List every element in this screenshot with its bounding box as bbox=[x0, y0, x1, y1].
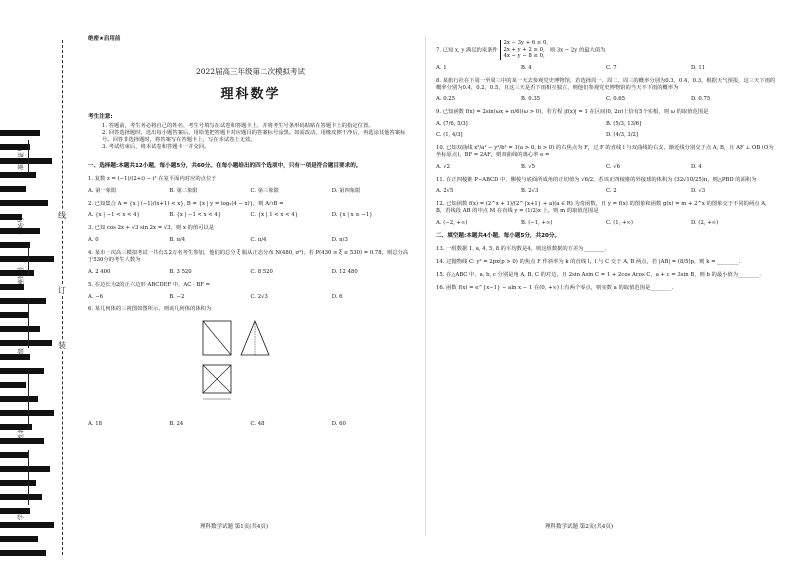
field-label: 考场号 bbox=[18, 216, 25, 235]
option: C. √6 bbox=[606, 163, 620, 170]
option: B. π/4 bbox=[169, 237, 186, 244]
field-blank bbox=[28, 370, 29, 430]
option: B. −2 bbox=[169, 293, 185, 300]
option: B. 3 520 bbox=[169, 268, 192, 275]
question-stem: 则 3x − 2y 的最大值为 bbox=[549, 47, 606, 54]
field-blank bbox=[28, 245, 29, 275]
question-stem: 1. 复数 z = (−1)/(2+i) − i² 在复平面内对应的点位于 bbox=[88, 175, 217, 182]
field-blank bbox=[28, 450, 29, 505]
option: D. √3 bbox=[691, 188, 706, 195]
option: C. {x | 1 < x < 4} bbox=[250, 212, 298, 219]
field-label: 姓名 bbox=[18, 427, 25, 440]
notice-item: 2. 回答选择题时，选出每小题答案后，用铅笔把答题卡对应题目的答案标号涂黑。如需改动，用橡皮擦干净后，再选涂其他答案标号。回答非选择题时，将答案写在答题卡上，写在本试卷上无效。 bbox=[102, 129, 406, 143]
fill-question: 14. 过抛物线 C: y² = 2px(p > 0) 的焦点 F 作斜率为 k 的直线 l，l 与 C 交于 A, B 两点，若 |AB| = (8/5)p，则 k = ________. bbox=[436, 259, 741, 266]
option: B. √5 bbox=[521, 163, 536, 170]
option: A. 18 bbox=[88, 421, 102, 428]
notice-title: 考生注意: bbox=[88, 113, 113, 120]
fill-question: 15. 在△ABC 中，a, b, c 分别是角 A, B, C 的对边，且 2sin Asin C = 1 + 2cos Acos C，a + c = 3sin B，则 b 的最小值为________. bbox=[436, 271, 761, 278]
question-stem: 9. 已知函数 f(x) = 2sin(ωx + π/6)(ω > 0)，若方程 |f(x)| = 1 在区间(0, 2π)上恰有5个实根，则 ω 的取值范围是 bbox=[436, 109, 709, 116]
fill-question: 16. 函数 f(x) = e^{x−1} − aln x − 1 在(0, +∞)上有两个零点，则实数 a 的取值范围是________. bbox=[436, 284, 674, 291]
option: B. (−1, +∞) bbox=[521, 220, 553, 227]
seal-mark: 装 bbox=[58, 341, 66, 350]
option: A. (7/6, 5/3] bbox=[436, 121, 468, 128]
option: C. 48 bbox=[250, 421, 265, 428]
question bbox=[436, 201, 776, 227]
fill-question: 13. 一组数据 1, a, 4, 5, 8 的平均数是4，则这组数据的方差为________. bbox=[436, 246, 607, 253]
column-divider bbox=[425, 36, 426, 536]
option: D. 60 bbox=[331, 421, 346, 428]
question bbox=[436, 177, 776, 196]
option: D. (2, +∞) bbox=[691, 220, 719, 227]
option: C. (1, 4/3] bbox=[436, 132, 463, 139]
option: A. √2 bbox=[436, 163, 450, 170]
option: D. 4 bbox=[691, 163, 702, 170]
option: A. 0.25 bbox=[436, 96, 455, 103]
question-stem: 12. 已知函数 f(x) = (2^x + 1)/(2^{x+1} + a)(a ∈ R) 为奇函数，且 y = f(x) 的图象和函数 g(x) = m + 2^x 的图象交于不同的两点 A, B，若线段 AB 的中点 M 在直线 y = (1/2)x 上，则 m 的取值范围是 bbox=[436, 201, 767, 215]
option: A. 2√5 bbox=[436, 188, 454, 195]
notice-item: 3. 考试结束后，将本试卷和答题卡一并交回。 bbox=[102, 143, 210, 150]
field-blank bbox=[28, 298, 29, 348]
constraint-system bbox=[500, 40, 549, 60]
question bbox=[88, 225, 413, 244]
question bbox=[436, 145, 776, 171]
option: C. (1, +∞) bbox=[606, 220, 633, 227]
option: C. 2√3 bbox=[250, 293, 268, 300]
option: D. (4/3, 3/2] bbox=[606, 132, 638, 139]
question-stem: 2. 已知集合 A = {x | (−1)/(x+1) < x}, B = {x | y = log₂(4 − x)}，则 A∩B = bbox=[88, 200, 284, 207]
option: A. {x | −1 < x < 4} bbox=[88, 212, 140, 219]
exam-title: 2022届高三年级第二次模拟考试 bbox=[195, 67, 306, 77]
question-stem: 3. 已知 cos 2x + √3 sin 2x = √3，则 x 的值可以是 bbox=[88, 225, 215, 232]
option: B. 4 bbox=[521, 64, 532, 71]
option: D. 6 bbox=[331, 293, 343, 300]
option: A. 第一象限 bbox=[88, 187, 117, 194]
question bbox=[436, 78, 776, 104]
constraint: 2x − 3y + 6 ≥ 0, bbox=[503, 40, 549, 46]
section-heading: 二、填空题:本题共4小题，每小题5分，共20分。 bbox=[436, 232, 561, 239]
question bbox=[88, 282, 413, 301]
field-label: 准考证号 bbox=[18, 145, 25, 170]
option: C. 7 bbox=[606, 64, 617, 71]
option: C. 2 bbox=[606, 188, 617, 195]
option: B. {x | −1 < x < 4} bbox=[169, 212, 222, 219]
question-stem: 5. 在边长为2的正六边形 ABCDEF 中，AC · BF = bbox=[88, 281, 211, 288]
seal-mark: 线 bbox=[58, 211, 66, 220]
option: B. 24 bbox=[169, 421, 184, 428]
option: C. 第三象限 bbox=[250, 187, 279, 194]
right-column bbox=[436, 40, 776, 298]
seal-mark: 订 bbox=[58, 286, 66, 295]
option: B. 0.35 bbox=[521, 96, 541, 103]
option: A. −6 bbox=[88, 293, 104, 300]
section-heading: 一、选择题:本题共12小题，每小题5分，共60分。在每小题给出的四个选项中，只有一项是符合题目要求的。 bbox=[88, 162, 362, 169]
option: B. 第二象限 bbox=[169, 187, 198, 194]
option: A. (−2, +∞) bbox=[436, 220, 468, 227]
question bbox=[436, 40, 776, 72]
constraint: 4x − y − 8 ≤ 0, bbox=[503, 53, 545, 60]
question-stem: 6. 某几何体的三视图如图所示，则该几何体的体积为 bbox=[88, 306, 212, 313]
question-stem: 11. 在正四棱锥 P−ABCD 中，侧棱与底面所成角的正切值为 √6/2，若该正四棱锥的外接球的体积为 (32√10/25)π，则△PBD 的面积为 bbox=[436, 176, 757, 183]
option: D. 第四象限 bbox=[331, 187, 361, 194]
option: A. 2 400 bbox=[88, 268, 111, 275]
question bbox=[88, 306, 413, 428]
option: C. 0.65 bbox=[606, 96, 626, 103]
option: D. {x | x ≥ −1} bbox=[331, 212, 373, 219]
seal-line bbox=[62, 40, 63, 555]
left-column bbox=[88, 36, 413, 434]
constraint: 2x + y + 2 ≥ 0, bbox=[503, 46, 545, 53]
notice-item: 1. 答题前，考生务必将自己的姓名、考生号填写在试卷和答题卡上，并将考生号条形码粘贴在答题卡上的指定位置。 bbox=[102, 123, 374, 130]
page-footer: 理科数学试题 第2页(共4页) bbox=[545, 524, 614, 530]
option: D. 0.75 bbox=[691, 96, 711, 103]
field-blank bbox=[28, 140, 29, 175]
three-view-figure bbox=[183, 317, 283, 409]
question bbox=[88, 176, 413, 195]
question-stem: 4. 某市一次高三模拟考试一共有3.2万名考生参加，他们的总分 ξ 服从正态分布 N(480, σ²)，若 P(430 ≤ ξ ≤ 530) = 0.78，则总分高于530分的考生人数为 bbox=[88, 250, 409, 263]
page-footer: 理科数学试题 第1页(共4页) bbox=[200, 524, 269, 530]
option: D. π/3 bbox=[331, 237, 348, 244]
field-label: 班级 bbox=[18, 347, 25, 360]
option: A. 0 bbox=[88, 237, 99, 244]
option: B. (5/3, 13/6] bbox=[606, 121, 642, 128]
option: C. 8 520 bbox=[250, 268, 273, 275]
confidential-label: 绝密★启用前 bbox=[88, 36, 121, 42]
option: D. 11 bbox=[691, 64, 706, 71]
question-stem: 8. 某旅行社在下周一至周三中的某一天去参观党史博物馆，若选择周一、周二、周三的概率分别为0.3，0.4，0.3，根据天气预报，这三天下雨的概率分别为0.4，0.2，0.5，且这三天是否下雨相互独立，则他们参观党史博物馆的当天不下雨的概率为 bbox=[436, 77, 776, 91]
option: C. π/4 bbox=[250, 237, 267, 244]
field-label: 学校 bbox=[18, 507, 25, 520]
option: B. 2√3 bbox=[521, 188, 539, 195]
option: A. 1 bbox=[436, 64, 447, 71]
question bbox=[88, 250, 413, 276]
subject-title: 理科数学 bbox=[220, 86, 281, 102]
notice-list bbox=[88, 123, 413, 151]
question-stem: 7. 已知 x, y 满足约束条件 bbox=[436, 47, 498, 54]
question-stem: 10. 已知双曲线 x²/a² − y²/b² = 1(a > 0, b > 0) 的右焦点为 F，过 F 的直线 l 与双曲线的右支、渐近线分别交于点 A, B，且 AF ⊥ OB (O为坐标原点)，BF = 2AF，则双曲线的离心率 e = bbox=[436, 144, 774, 158]
question bbox=[436, 109, 776, 139]
field-label: 座位号 bbox=[18, 266, 25, 285]
option: D. 12 480 bbox=[331, 268, 358, 275]
question bbox=[88, 201, 413, 220]
